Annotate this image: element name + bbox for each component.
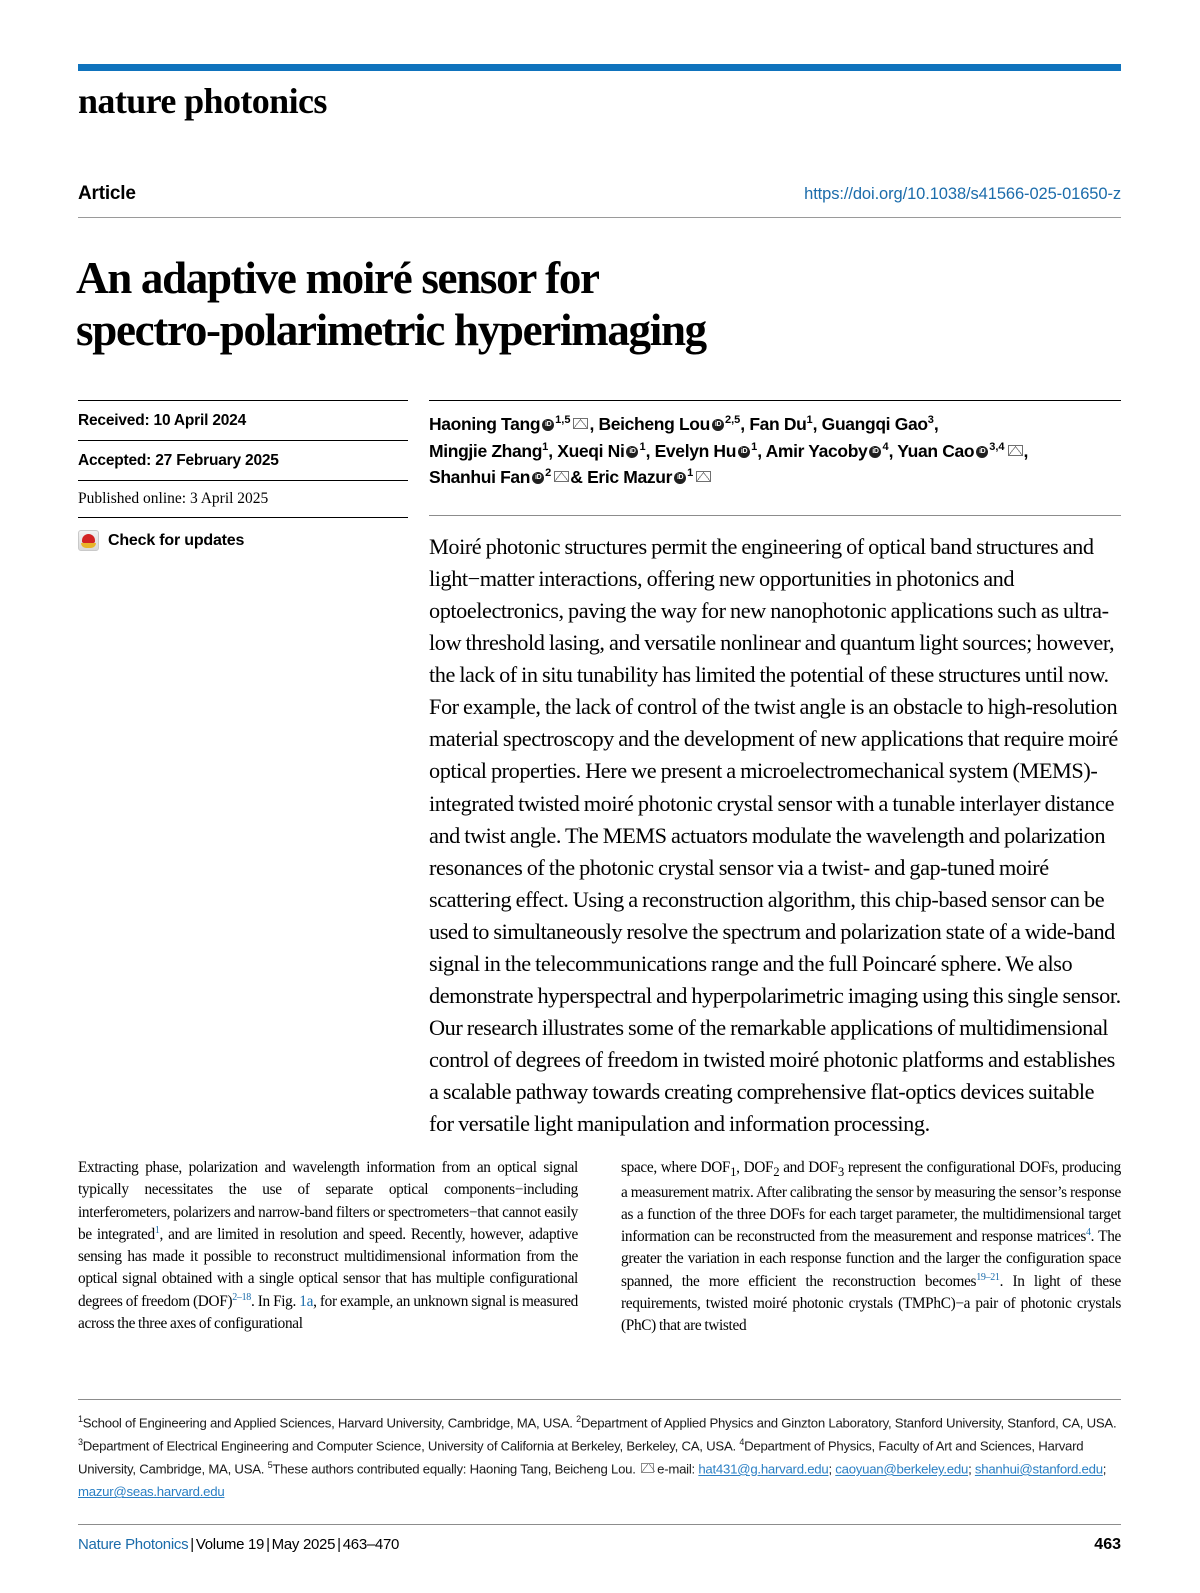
header-divider — [78, 217, 1121, 218]
author-xueqi-ni[interactable]: , Xueqi Ni — [548, 440, 625, 461]
citation-ref[interactable]: 2–18 — [232, 1291, 251, 1303]
orcid-icon[interactable] — [738, 446, 750, 458]
author-affil-marker: 1 — [806, 414, 813, 427]
dof-subscript-2: 2 — [773, 1165, 780, 1180]
author-affil-marker: 2,5 — [725, 414, 741, 427]
author-affil-marker: 1 — [639, 440, 646, 453]
orcid-icon[interactable] — [626, 446, 638, 458]
affiliation-3: Department of Electrical Engineering and Computer Science, University of California at Berkeley, Berkeley, CA, USA. — [82, 1438, 740, 1454]
citation-ref[interactable]: 19–21 — [976, 1271, 1000, 1283]
email-icon[interactable] — [554, 471, 569, 482]
author-list — [429, 401, 1121, 491]
body-right-part3: . In light of these requirements, twisted moiré photonic crystals (TMPhC)−a pair of photonic crystals (PhC) that are twisted — [621, 1272, 1121, 1335]
article-header-row — [78, 183, 1121, 213]
figure-link-1a[interactable]: 1a — [299, 1292, 314, 1310]
affiliation-4: Department of Physics, Faculty of Art and Sciences, Harvard University, Cambridge, MA, USA. — [78, 1438, 1084, 1477]
body-left-part3: . In Fig. — [250, 1292, 300, 1310]
crossmark-icon — [78, 530, 99, 551]
article-type-label: Article — [78, 183, 136, 204]
affil-marker-5: 5 — [267, 1460, 273, 1471]
author-beicheng-lou[interactable]: , Beicheng Lou — [589, 414, 710, 434]
affiliations-block — [78, 1412, 1121, 1504]
author-affil-marker: 1,5 — [555, 414, 571, 427]
footer-divider — [78, 1524, 1121, 1525]
email-icon[interactable] — [696, 471, 711, 482]
body-right-part1a: space, where DOF — [621, 1159, 731, 1176]
affil-marker-4: 4 — [739, 1437, 745, 1448]
email-separator: ; — [1102, 1461, 1107, 1477]
author-mingjie-zhang[interactable]: Mingjie Zhang — [429, 440, 543, 461]
check-for-updates-label: Check for updates — [108, 531, 245, 549]
author-amir-yacoby[interactable]: , Amir Yacoby — [757, 440, 868, 461]
author-affil-marker: 1 — [687, 467, 694, 480]
author-affil-marker: 1 — [542, 440, 549, 453]
footer-separator: | — [337, 1536, 341, 1553]
footer-page-range: 463–470 — [342, 1536, 400, 1553]
author-line2-tail: , — [1023, 440, 1029, 461]
affiliation-1: School of Engineering and Applied Sciences, Harvard University, Cambridge, MA, USA. — [82, 1415, 577, 1431]
citation-ref[interactable]: 1 — [154, 1224, 160, 1236]
email-link-shanhui[interactable]: shanhui@stanford.edu — [974, 1461, 1103, 1477]
orcid-icon[interactable] — [542, 419, 554, 431]
affiliations-divider — [78, 1399, 1121, 1400]
title-line-1: An adaptive moiré sensor for — [76, 253, 599, 304]
author-eric-mazur[interactable]: & Eric Mazur — [570, 467, 673, 488]
author-haoning-tang[interactable]: Haoning Tang — [429, 414, 541, 434]
published-date: Published online: 3 April 2025 — [78, 490, 269, 507]
publication-meta-column — [78, 400, 408, 551]
author-affil-marker: 2 — [545, 467, 552, 480]
journal-logo: nature photonics — [78, 81, 327, 121]
affil-marker-2: 2 — [576, 1414, 581, 1424]
orcid-icon[interactable] — [532, 472, 544, 484]
author-affil-marker: 4 — [882, 440, 889, 453]
citation-ref[interactable]: 4 — [1085, 1227, 1091, 1239]
orcid-icon[interactable] — [712, 419, 724, 431]
affil-marker-3: 3 — [78, 1437, 83, 1448]
accepted-date: Accepted: 27 February 2025 — [78, 452, 279, 469]
author-affil-marker: 3 — [927, 414, 934, 427]
author-shanhui-fan[interactable]: Shanhui Fan — [429, 467, 531, 488]
page-number: 463 — [1094, 1536, 1121, 1553]
equal-contribution-note: These authors contributed equally: Haoning Tang, Beicheng Lou. — [272, 1461, 640, 1477]
footer-separator: | — [266, 1536, 270, 1553]
abstract-text: Moiré photonic structures permit the engineering of optical band structures and light−matter interactions, offering new opportunities in photonics and optoelectronics, paving the way for new nanophotonic applications such as ultra-low threshold lasing, and versatile nonlinear and quantum light sources; however, the lack of in situ tunability has limited the potential of these structures until now. For example, the lack of control of the twist angle is an obstacle to high-resolution material spectroscopy and the development of new applications that require moiré optical properties. Here we present a microelectromechanical system (MEMS)-integrated twisted moiré photonic crystal sensor with a tunable interlayer distance and twist angle. The MEMS actuators modulate the wavelength and polarization resonances of the photonic crystal sensor via a twist- and gap-tuned moiré scattering effect. Using a reconstruction algorithm, this chip-based sensor can be used to simultaneously resolve the spectrum and polarization state of a wide-band signal in the telecommunications range and the full Poincaré sphere. We also demonstrate hyperspectral and hyperpolarimetric imaging using this single sensor. Our research illustrates some of the remarkable applications of multidimensional control of degrees of freedom in twisted moiré photonic platforms and establishes a scalable pathway towards creating comprehensive flat-optics devices suitable for versatile light manipulation and information processing. — [429, 533, 1121, 1137]
author-evelyn-hu[interactable]: , Evelyn Hu — [645, 440, 737, 461]
page-footer — [78, 1536, 1121, 1554]
body-left-part2: , and are limited in resolution and speed. Recently, however, adaptive sensing has made it possible to reconstruct multidimensional information from the optical signal obtained with a single optical sensor that has multiple configurational degrees of freedom (DOF) — [78, 1225, 578, 1310]
affil-marker-1: 1 — [78, 1414, 83, 1424]
email-link-caoyuan[interactable]: caoyuan@berkeley.edu — [835, 1461, 969, 1477]
footer-date: May 2025 — [271, 1536, 336, 1553]
title-line-2: spectro-polarimetric hyperimaging — [76, 305, 706, 356]
author-affil-marker: 1 — [751, 440, 758, 453]
body-right-part2: . The greater the variation in each response function and the larger the configuration space spanned, the more efficient the reconstruction becomes — [621, 1228, 1121, 1290]
body-right-part1d: represent the configurational DOFs, producing a measurement matrix. After calibrating the sensor by measuring the sensor’s response as a function of the three DOFs for each target parameter, the multidimensional target information can be reconstructed from the measurement and response matrices — [621, 1159, 1121, 1246]
orcid-icon[interactable] — [976, 446, 988, 458]
author-affil-marker: 3,4 — [989, 440, 1005, 453]
email-link-mazur[interactable]: mazur@seas.harvard.edu — [78, 1484, 225, 1500]
dof-subscript-3: 3 — [837, 1165, 844, 1180]
page-title — [76, 252, 1076, 356]
body-left-part1: Extracting phase, polarization and wavelength information from an optical signal typically necessitates the use of separate optical components−including interferometers, polarizers and narrow-band filters or spectrometers−that cannot easily be integrated — [78, 1159, 578, 1243]
check-for-updates-button[interactable] — [78, 518, 408, 551]
author-line1-tail: , — [933, 414, 939, 434]
footer-separator: | — [190, 1536, 194, 1553]
footer-volume: Volume 19 — [195, 1536, 265, 1553]
email-separator: ; — [968, 1461, 975, 1477]
received-date: Received: 10 April 2024 — [78, 412, 247, 429]
footer-journal-name[interactable]: Nature Photonics — [78, 1536, 189, 1553]
author-fan-du[interactable]: , Fan Du — [740, 414, 807, 434]
dof-subscript-1: 1 — [730, 1165, 737, 1180]
authors-and-abstract-column — [429, 400, 1121, 1141]
footer-citation — [78, 1536, 399, 1553]
email-separator: ; — [828, 1461, 836, 1477]
masthead-accent-bar — [78, 64, 1121, 71]
body-columns — [78, 1157, 1121, 1338]
email-link-hat431[interactable]: hat431@g.harvard.edu — [698, 1461, 829, 1477]
email-icon[interactable] — [573, 418, 588, 429]
email-icon[interactable] — [1008, 445, 1023, 456]
author-guangqi-gao[interactable]: , Guangqi Gao — [812, 414, 928, 434]
body-right-part1c: and DOF — [779, 1159, 838, 1176]
orcid-icon[interactable] — [674, 472, 686, 484]
body-column-left — [78, 1157, 578, 1338]
doi-link[interactable]: https://doi.org/10.1038/s41566-025-01650-z — [804, 185, 1121, 203]
body-left-part4: , for example, an unknown signal is measured across the three axes of configurational — [78, 1292, 579, 1332]
author-yuan-cao[interactable]: , Yuan Cao — [888, 440, 975, 461]
email-icon — [641, 1463, 654, 1473]
affiliation-2: Department of Applied Physics and Ginzton Laboratory, Stanford University, Stanford, CA, USA. — [580, 1415, 1117, 1431]
body-column-right — [621, 1157, 1121, 1338]
email-label: e-mail: — [657, 1461, 699, 1477]
body-right-part1b: , DOF — [736, 1159, 774, 1176]
orcid-icon[interactable] — [869, 446, 881, 458]
